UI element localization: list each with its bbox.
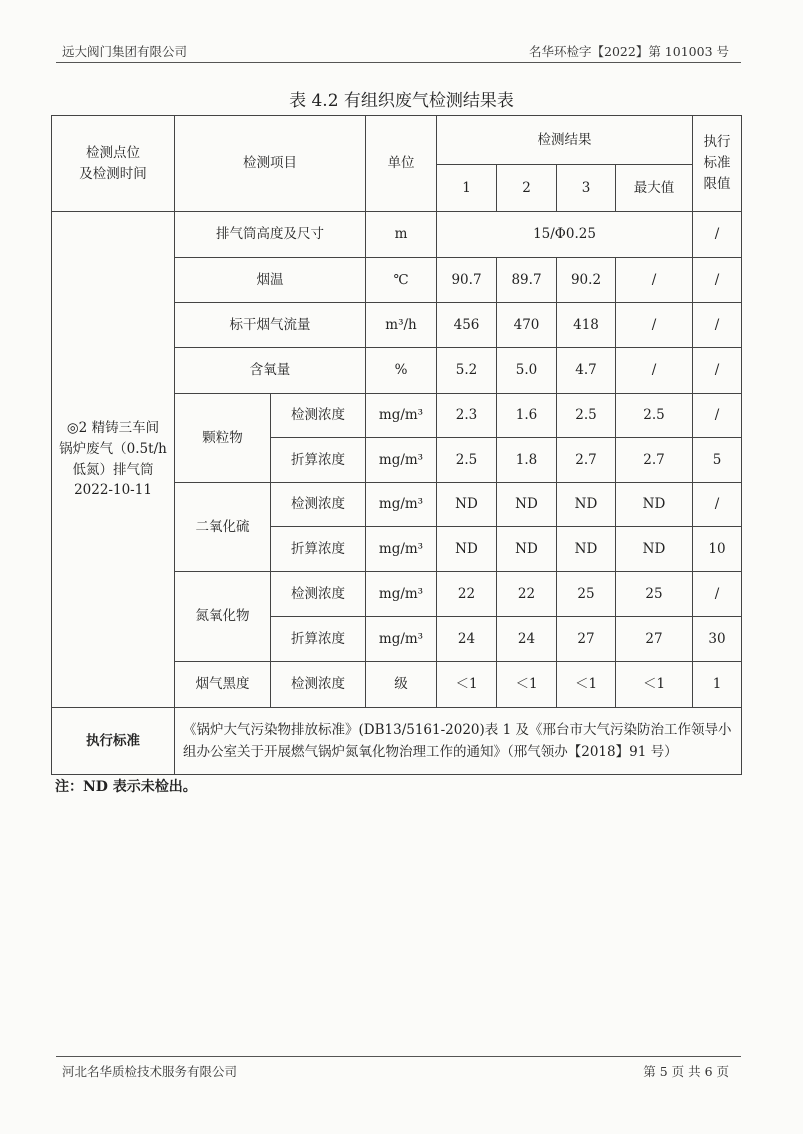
- header-limit: 执行 标准 限值: [693, 116, 742, 212]
- limit-cell: /: [693, 303, 742, 348]
- item-cell: 排气筒高度及尺寸: [175, 212, 366, 258]
- result-cell: ＜1: [437, 662, 497, 708]
- sub-item-cell: 检测浓度: [271, 394, 366, 438]
- row-standard: [52, 708, 742, 775]
- header-result-3: 3: [557, 165, 616, 212]
- result-cell: 2.3: [437, 394, 497, 438]
- max-cell: /: [616, 258, 693, 303]
- header-item: 检测项目: [175, 116, 366, 212]
- unit-cell: mg/m³: [366, 394, 437, 438]
- unit-cell: ℃: [366, 258, 437, 303]
- sampling-point: ◎2 精铸三车间 锅炉废气（0.5t/h 低氮）排气筒 2022-10-11: [52, 212, 175, 708]
- result-cell: 22: [437, 572, 497, 617]
- result-cell: 90.2: [557, 258, 616, 303]
- result-cell: 24: [497, 617, 557, 662]
- result-cell: 2.5: [557, 394, 616, 438]
- footer-organization: 河北名华质检技术服务有限公司: [62, 1064, 238, 1079]
- result-cell: ＜1: [557, 662, 616, 708]
- max-cell: /: [616, 348, 693, 394]
- result-cell: ND: [437, 527, 497, 572]
- item-cell: 标干烟气流量: [175, 303, 366, 348]
- result-cell: 27: [557, 617, 616, 662]
- max-cell: 25: [616, 572, 693, 617]
- result-cell: ＜1: [497, 662, 557, 708]
- header-result-2: 2: [497, 165, 557, 212]
- limit-cell: /: [693, 394, 742, 438]
- header-results: 检测结果: [437, 116, 693, 165]
- result-cell: ND: [557, 527, 616, 572]
- result-cell: 418: [557, 303, 616, 348]
- results-table: [51, 115, 742, 775]
- sub-item-cell: 折算浓度: [271, 527, 366, 572]
- unit-cell: mg/m³: [366, 617, 437, 662]
- max-cell: /: [616, 303, 693, 348]
- result-cell: 90.7: [437, 258, 497, 303]
- result-cell: 89.7: [497, 258, 557, 303]
- standard-label: 执行标准: [52, 708, 175, 775]
- sub-item-cell: 折算浓度: [271, 617, 366, 662]
- unit-cell: mg/m³: [366, 438, 437, 483]
- header-result-1: 1: [437, 165, 497, 212]
- result-cell: 1.6: [497, 394, 557, 438]
- unit-cell: mg/m³: [366, 527, 437, 572]
- result-cell: ND: [557, 483, 616, 527]
- row-stack: [52, 212, 742, 258]
- header-divider: [56, 62, 741, 63]
- unit-cell: mg/m³: [366, 483, 437, 527]
- limit-cell: 30: [693, 617, 742, 662]
- standard-text: 《锅炉大气污染物排放标准》(DB13/5161-2020)表 1 及《邢台市大气污染防治工作领导小组办公室关于开展燃气锅炉氮氧化物治理工作的通知》（邢气领办【2018】91 号）: [175, 708, 742, 775]
- max-cell: ND: [616, 527, 693, 572]
- result-cell: 4.7: [557, 348, 616, 394]
- result-cell: 5.2: [437, 348, 497, 394]
- result-cell: 456: [437, 303, 497, 348]
- limit-cell: 1: [693, 662, 742, 708]
- table-title: 表 4.2 有组织废气检测结果表: [289, 91, 514, 111]
- limit-cell: /: [693, 212, 742, 258]
- result-cell: 2.5: [437, 438, 497, 483]
- result-cell: 24: [437, 617, 497, 662]
- limit-cell: 10: [693, 527, 742, 572]
- max-cell: 2.7: [616, 438, 693, 483]
- unit-cell: %: [366, 348, 437, 394]
- item-cell: 含氧量: [175, 348, 366, 394]
- unit-cell: mg/m³: [366, 572, 437, 617]
- header-company: 远大阀门集团有限公司: [62, 44, 188, 59]
- result-cell: 22: [497, 572, 557, 617]
- sub-item-cell: 检测浓度: [271, 483, 366, 527]
- unit-cell: m³/h: [366, 303, 437, 348]
- result-cell: ND: [437, 483, 497, 527]
- unit-cell: 级: [366, 662, 437, 708]
- limit-cell: 5: [693, 438, 742, 483]
- page-number: 第 5 页 共 6 页: [643, 1064, 729, 1079]
- group-cell: 氮氧化物: [175, 572, 271, 662]
- result-cell: 2.7: [557, 438, 616, 483]
- footer-divider: [56, 1056, 741, 1057]
- max-cell: 2.5: [616, 394, 693, 438]
- unit-cell: m: [366, 212, 437, 258]
- result-cell: 25: [557, 572, 616, 617]
- max-cell: 27: [616, 617, 693, 662]
- sub-item-cell: 检测浓度: [271, 572, 366, 617]
- item-cell: 烟气黑度: [175, 662, 271, 708]
- result-cell: ND: [497, 483, 557, 527]
- limit-cell: /: [693, 483, 742, 527]
- item-cell: 烟温: [175, 258, 366, 303]
- sub-item-cell: 折算浓度: [271, 438, 366, 483]
- result-cell: 470: [497, 303, 557, 348]
- sub-item-cell: 检测浓度: [271, 662, 366, 708]
- limit-cell: /: [693, 348, 742, 394]
- max-cell: ND: [616, 483, 693, 527]
- header-point: 检测点位 及检测时间: [52, 116, 175, 212]
- header-max: 最大值: [616, 165, 693, 212]
- group-cell: 二氧化硫: [175, 483, 271, 572]
- max-cell: ＜1: [616, 662, 693, 708]
- group-cell: 颗粒物: [175, 394, 271, 483]
- footnote: 注：ND 表示未检出。: [55, 779, 197, 795]
- result-cell: 1.8: [497, 438, 557, 483]
- header-unit: 单位: [366, 116, 437, 212]
- value-cell: 15/Φ0.25: [437, 212, 693, 258]
- result-cell: 5.0: [497, 348, 557, 394]
- header-report-number: 名华环检字【2022】第 101003 号: [529, 44, 729, 59]
- limit-cell: /: [693, 572, 742, 617]
- limit-cell: /: [693, 258, 742, 303]
- result-cell: ND: [497, 527, 557, 572]
